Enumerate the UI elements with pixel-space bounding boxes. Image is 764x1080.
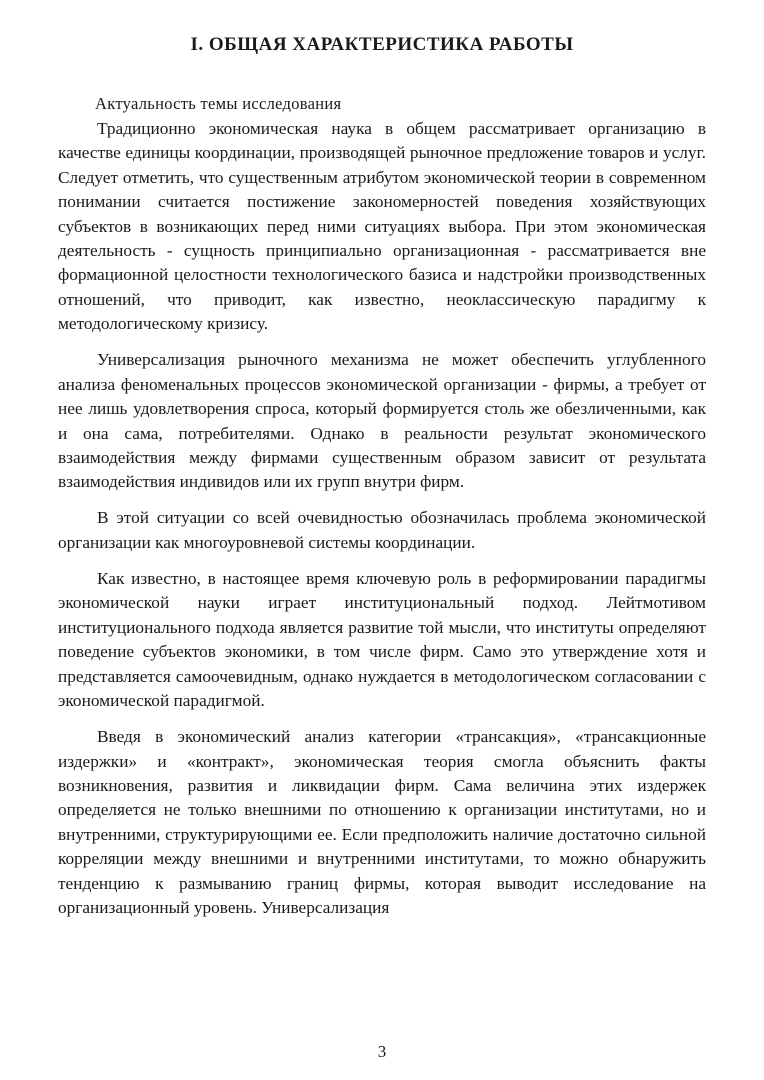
- paragraph: В этой ситуации со всей очевидностью обозначилась проблема экономической организации как многоуровневой системы координации.: [58, 508, 706, 552]
- body-text: [58, 117, 706, 932]
- paragraph: Как известно, в настоящее время ключевую роль в реформировании парадигмы экономической науки играет институциональный подход. Лейтмотивом институционального подхода является развитие той мысли, что институты определяют поведение субъектов экономики, в том числе фирм. Само это утверждение хотя и представляется самоочевидным, однако нуждается в методологическом согласовании с экономической парадигмой.: [58, 568, 706, 710]
- paragraph: Универсализация рыночного механизма не может обеспечить углубленного анализа феноменальных процессов экономической организации - фирмы, а требует от нее лишь удовлетворения спроса, который формируется столь же обезличенными, как и она сама, потребителями. Однако в реальности результат экономического взаимодействия между фирмами существенным образом зависит от результата взаимодействия индивидов или их групп внутри фирм.: [58, 350, 706, 492]
- paragraph: Традиционно экономическая наука в общем рассматривает организацию в качестве единицы координации, производящей рыночное предложение товаров и услуг. Следует отметить, что существенным атрибутом экономической теории в современном понимании считается постижение закономерностей поведения хозяйствующих субъектов в возникающих перед ними ситуациях выбора. При этом экономическая деятельность - сущность принципиально организационная - рассматривается вне формационной целостности технологического базиса и надстройки производственных отношений, что приводит, как известно, неоклассическую парадигму к методологическому кризису.: [58, 119, 706, 334]
- subheading: Актуальность темы исследования: [95, 94, 342, 113]
- page-number: 3: [377, 1042, 387, 1061]
- paragraph: Введя в экономический анализ категории «трансакция», «трансакционные издержки» и «контракт», экономическая теория смогла объяснить факты возникновения, развития и ликвидации фирм. Сама величина этих издержек определяется не только внешними по отношению к организации институтами, но и внутренними, структурирующими ее. Если предположить наличие достаточно сильной корреляции между внешними и внутренними институтами, то можно обнаружить тенденцию к размыванию границ фирмы, которая выводит исследование на организационный уровень. Универсализация: [58, 727, 706, 917]
- section-title: I. ОБЩАЯ ХАРАКТЕРИСТИКА РАБОТЫ: [190, 34, 574, 55]
